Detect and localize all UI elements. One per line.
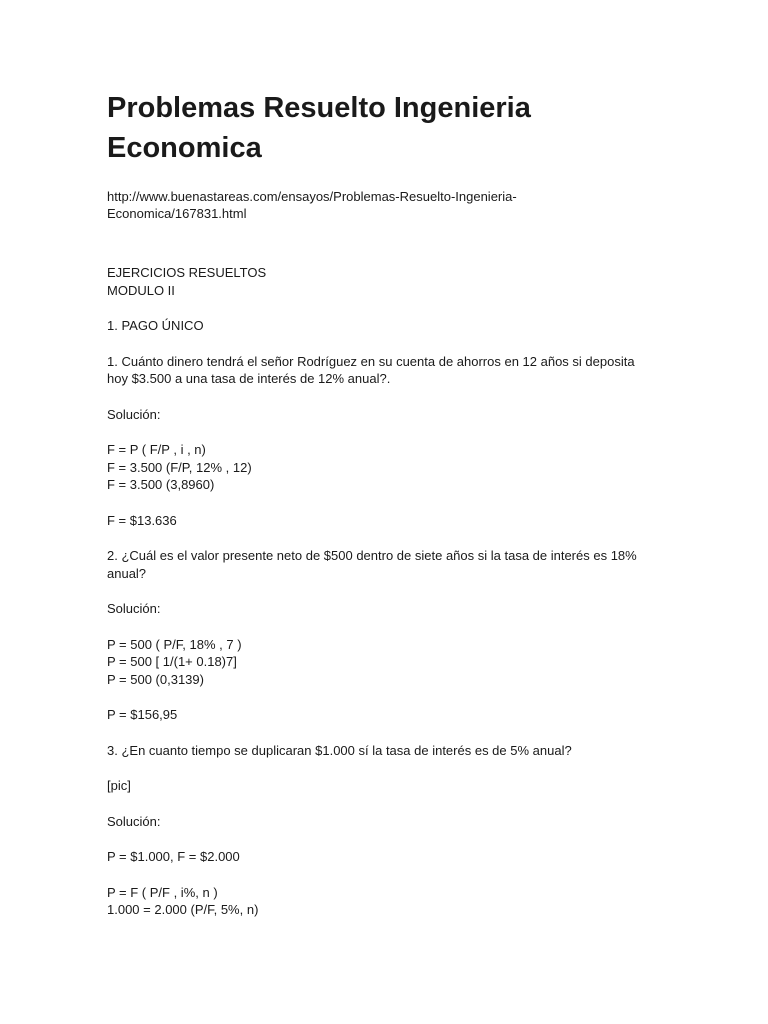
problem1-step-1: F = P ( F/P , i , n) <box>107 442 206 457</box>
problem2-step-1: P = 500 ( P/F, 18% , 7 ) <box>107 636 242 652</box>
problem2-result: P = $156,95 <box>107 707 178 722</box>
section-header-line-1: EJERCICIOS RESUELTOS <box>107 265 267 280</box>
url-line-2: Economica/167831.html <box>107 206 247 221</box>
source-url <box>107 188 667 222</box>
title-line-1: Problemas Resuelto Ingenieria <box>107 92 531 124</box>
problem2-step-3: P = 500 (0,3139) <box>107 671 204 687</box>
problem1-step-3: F = 3.500 (3,8960) <box>107 477 215 492</box>
problem2-question-line-1: 2. ¿Cuál es el valor presente neto de $500 dentro de siete años si la tasa de interés es 18% <box>107 548 637 563</box>
problem1-step-2: F = 3.500 (F/P, 12% , 12) <box>107 459 252 475</box>
problem3-pic-placeholder: [pic] <box>107 778 131 793</box>
section-title: 1. PAGO ÚNICO <box>107 318 204 333</box>
title-line-2: Economica <box>107 132 262 164</box>
problem3-step-1: P = F ( P/F , i%, n ) <box>107 884 218 900</box>
problem2-solution-label: Solución: <box>107 601 161 616</box>
url-line-1: http://www.buenastareas.com/ensayos/Problemas-Resuelto-Ingenieria- <box>107 189 517 204</box>
problem1-solution-label: Solución: <box>107 406 161 422</box>
problem3-step-2: 1.000 = 2.000 (P/F, 5%, n) <box>107 902 259 917</box>
problem3-given: P = $1.000, F = $2.000 <box>107 849 240 864</box>
problem1-question-line-1: 1. Cuánto dinero tendrá el señor Rodríguez en su cuenta de ahorros en 12 años si deposita <box>107 353 635 369</box>
problem3-question-line-1: 3. ¿En cuanto tiempo se duplicaran $1.000 sí la tasa de interés es de 5% anual? <box>107 742 572 758</box>
document-page <box>107 88 667 919</box>
problem1-result: F = $13.636 <box>107 512 177 528</box>
problem1-question-line-2: hoy $3.500 a una tasa de interés de 12% anual?. <box>107 371 391 386</box>
document-title <box>107 88 667 168</box>
section-header-line-2: MODULO II <box>107 282 175 298</box>
problem2-question-line-2: anual? <box>107 565 147 581</box>
document-body <box>107 222 667 919</box>
problem3-solution-label: Solución: <box>107 813 161 829</box>
problem2-step-2: P = 500 [ 1/(1+ 0.18)7] <box>107 654 237 669</box>
